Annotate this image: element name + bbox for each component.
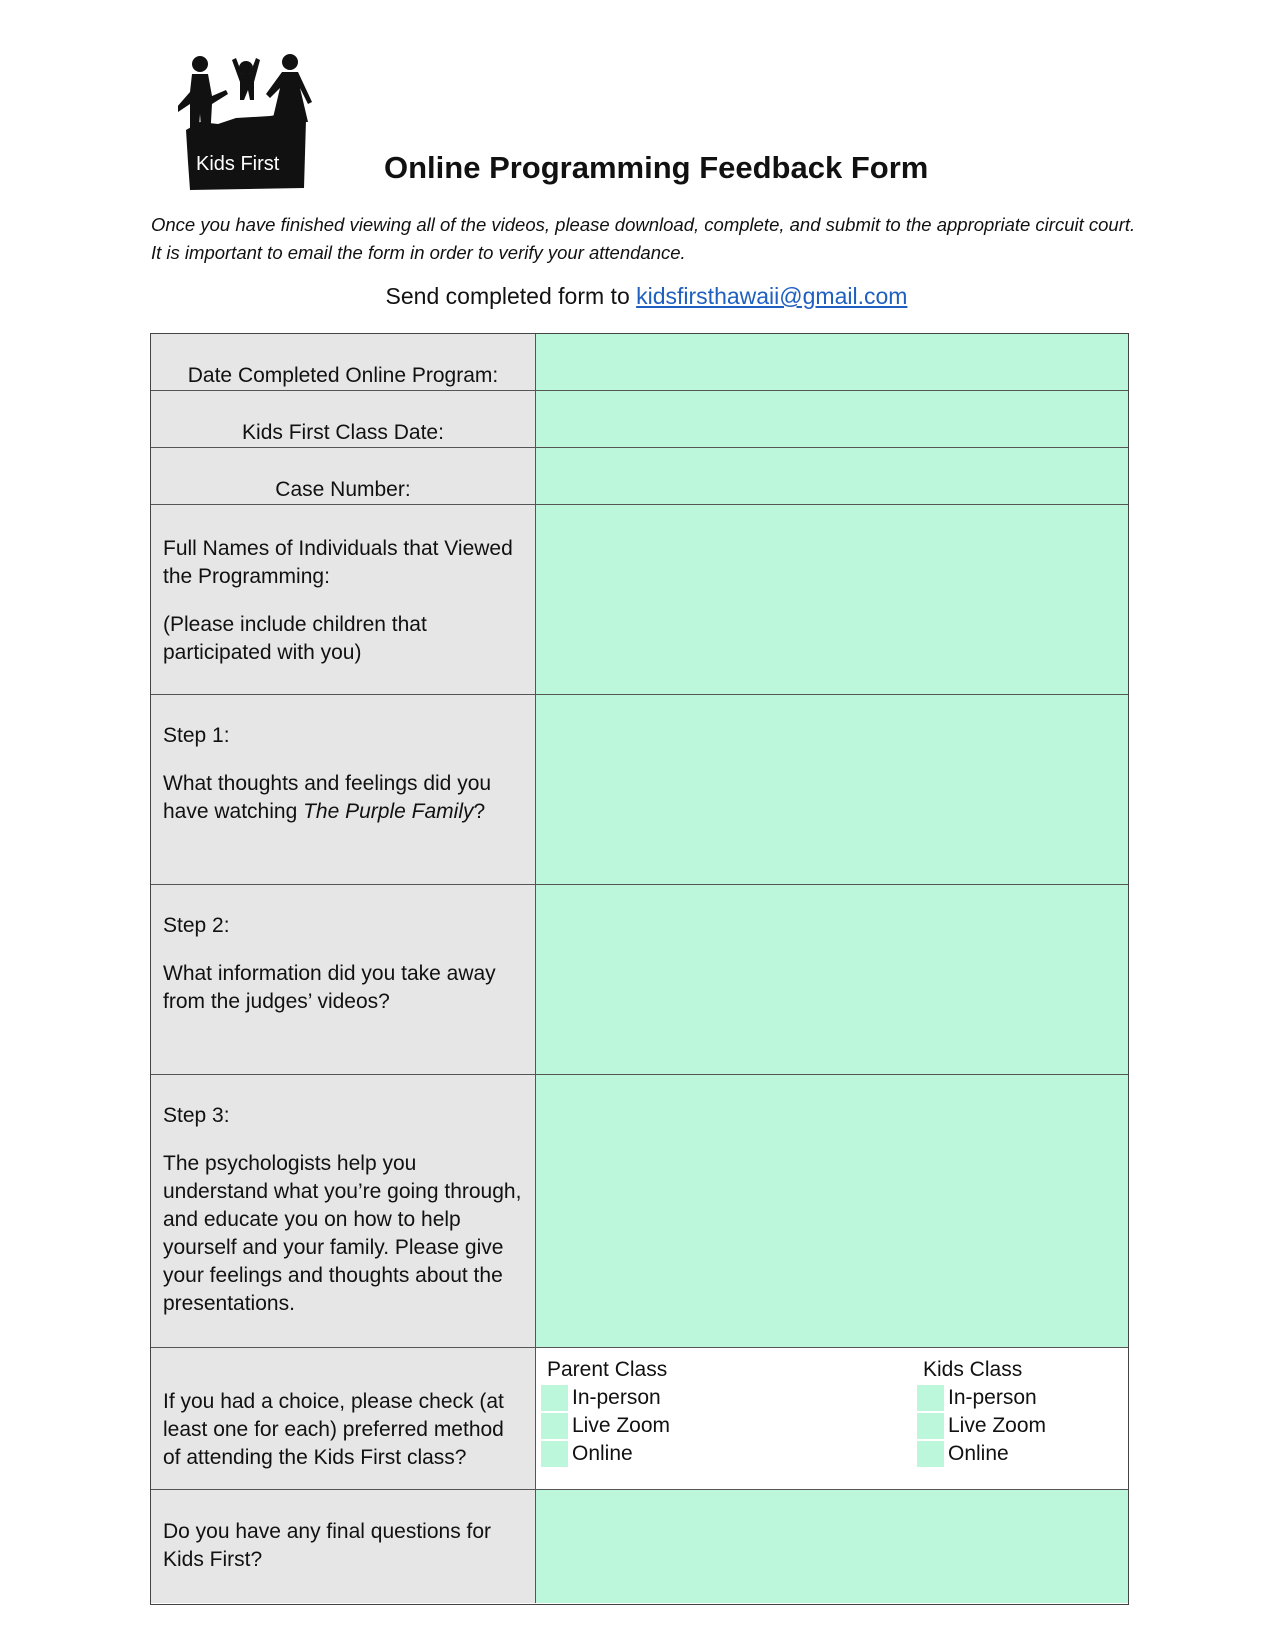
step-2-answer-field[interactable] [536,885,1128,1074]
kids-online-checkbox[interactable] [917,1441,944,1467]
kids-online-option [917,1440,1046,1468]
parent-class-title: Parent Class [547,1358,668,1381]
final-questions-field[interactable] [536,1490,1128,1603]
class-date-label: Kids First Class Date: [242,421,444,444]
parent-online-checkbox[interactable] [541,1441,568,1467]
step-3-title: Step 3: [163,1104,230,1127]
step-1-title: Step 1: [163,724,230,747]
kids-in-person-option [917,1384,1046,1412]
parent-online-option [541,1440,670,1468]
step-1-question: What thoughts and feelings did you have watching The Purple Family? [163,772,492,823]
page-title: Online Programming Feedback Form [384,150,929,185]
kids-live-zoom-checkbox[interactable] [917,1413,944,1439]
attendance-label-cell [151,1348,536,1489]
date-completed-field[interactable] [536,334,1128,390]
step-3-label-cell [151,1075,536,1347]
final-questions-label: Do you have any final questions for Kids First? [163,1520,492,1571]
row-final-questions [151,1489,1128,1603]
instructions-text: Once you have finished viewing all of the videos, please download, complete, and submit to the appropriate circuit court. It is important to email the form in order to verify your attendance. [151,214,1136,263]
case-number-label-cell [151,448,536,504]
attendance-options-cell [536,1348,1128,1489]
email-link[interactable]: kidsfirsthawaii@gmail.com [636,283,908,309]
viewer-names-field[interactable] [536,505,1128,694]
step-1-label-cell [151,695,536,884]
feedback-form-table [150,333,1129,1605]
row-step-1 [151,694,1128,884]
row-step-3 [151,1074,1128,1347]
kids-first-logo [178,52,338,197]
option-label: In-person [948,1386,1037,1409]
video-title: The Purple Family [303,800,474,823]
logo-text: Kids First [196,153,280,175]
step-2-title: Step 2: [163,914,230,937]
row-viewer-names [151,504,1128,694]
option-label: Online [948,1442,1009,1465]
option-label: Live Zoom [572,1414,671,1437]
parent-live-zoom-option [541,1412,670,1440]
send-prefix: Send completed form to [385,283,637,309]
option-label: Live Zoom [948,1414,1047,1437]
case-number-label: Case Number: [275,478,411,501]
step-3-question: The psychologists help you understand what you’re going through, and educate you on how to help yourself and your family. Please give your feelings and thoughts about the presentations. [163,1152,522,1315]
step-2-label-cell [151,885,536,1074]
viewer-names-label-cell [151,505,536,694]
viewer-names-note: (Please include children that participated with you) [163,613,427,664]
step-3-answer-field[interactable] [536,1075,1128,1347]
parent-in-person-checkbox[interactable] [541,1385,568,1411]
viewer-names-label: Full Names of Individuals that Viewed the Programming: [163,537,513,588]
step-2-question: What information did you take away from the judges’ videos? [163,962,496,1013]
case-number-field[interactable] [536,448,1128,504]
row-attendance-preference [151,1347,1128,1489]
parent-in-person-option [541,1384,670,1412]
row-case-number [151,447,1128,504]
date-completed-label: Date Completed Online Program: [187,364,499,387]
row-step-2 [151,884,1128,1074]
parent-class-options [541,1356,670,1468]
option-label: In-person [572,1386,661,1409]
parent-live-zoom-checkbox[interactable] [541,1413,568,1439]
send-instruction [0,283,1275,310]
attendance-question: If you had a choice, please check (at least one for each) preferred method of attending the Kids First class? [163,1390,504,1469]
kids-live-zoom-option [917,1412,1046,1440]
class-date-field[interactable] [536,391,1128,447]
kids-class-title: Kids Class [923,1358,1023,1381]
step-1-answer-field[interactable] [536,695,1128,884]
row-class-date [151,390,1128,447]
row-date-completed [151,334,1128,390]
class-date-label-cell [151,391,536,447]
final-questions-label-cell [151,1490,536,1603]
option-label: Online [572,1442,633,1465]
kids-in-person-checkbox[interactable] [917,1385,944,1411]
kids-class-options [917,1356,1046,1468]
date-completed-label-cell [151,334,536,390]
